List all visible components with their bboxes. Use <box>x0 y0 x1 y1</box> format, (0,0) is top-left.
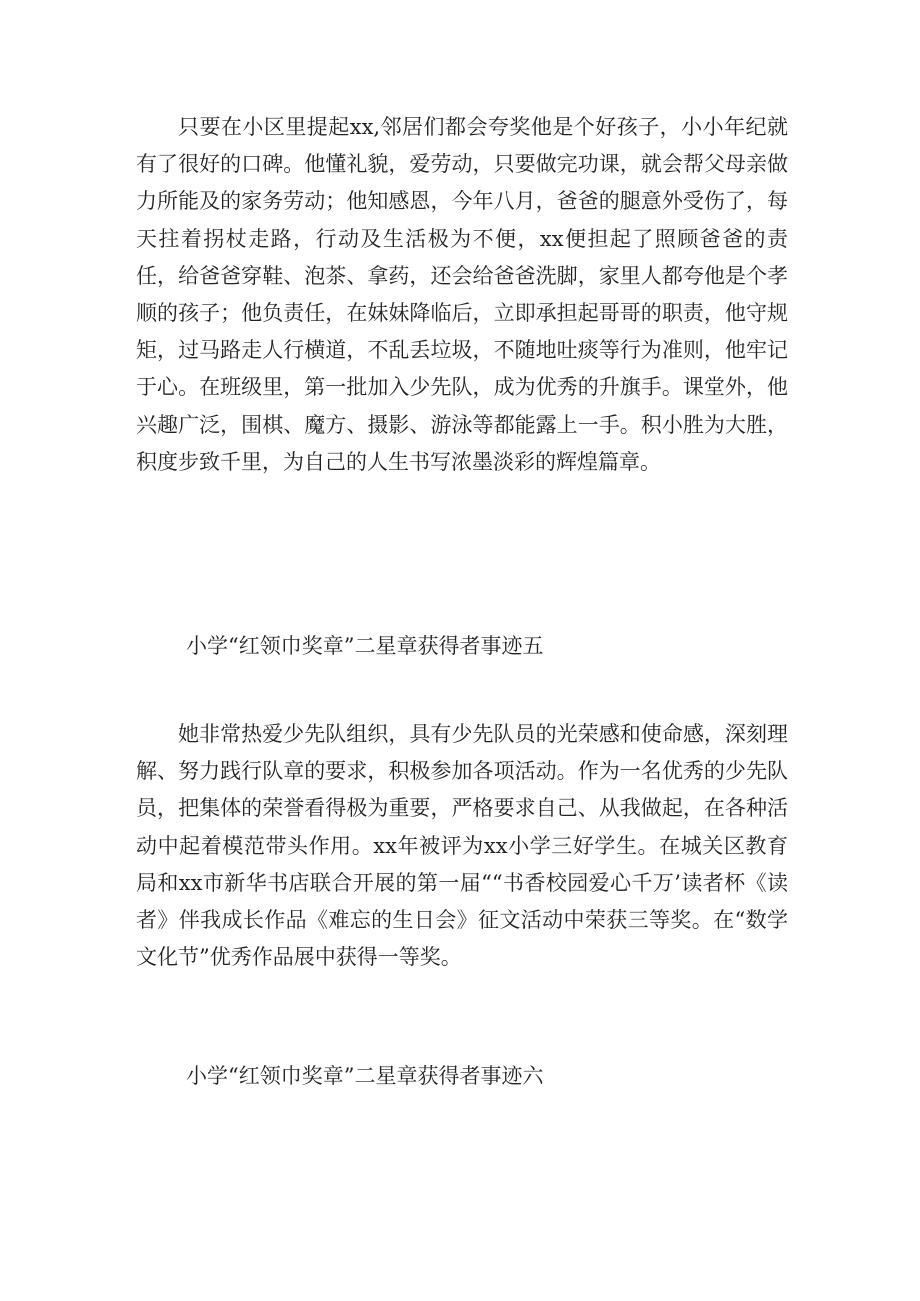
paragraph-story-five: 她非常热爱少先队组织，具有少先队员的光荣感和使命感，深刻理解、努力践行队章的要求，积极参加各项活动。作为一名优秀的少先队员，把集体的荣誉看得极为重要，严格要求自己、从我做起，在各种活动中起着模范带头作用。xx年被评为xx小学三好学生。在城关区教育局和xx市新华书店联合开展的第一届““书香校园爱心千万’读者杯《读者》伴我成长作品《难忘的生日会》征文活动中荣获三等奖。在“数学文化节”优秀作品展中获得一等奖。 <box>136 722 788 970</box>
paragraph-story-four: 只要在小区里提起xx,邻居们都会夸奖他是个好孩子，小小年纪就有了很好的口碑。他懂礼貌，爱劳动，只要做完功课，就会帮父母亲做力所能及的家务劳动；他知感恩，今年八月，爸爸的腿意外受伤了，每天拄着拐杖走路，行动及生活极为不便，xx便担起了照顾爸爸的责任，给爸爸穿鞋、泡茶、拿药，还会给爸爸洗脚，家里人都夸他是个孝顺的孩子；他负责任，在妹妹降临后，立即承担起哥哥的职责，他守规矩，过马路走人行横道，不乱丢垃圾，不随地吐痰等行为准则，他牢记于心。在班级里，第一批加入少先队，成为优秀的升旗手。课堂外，他兴趣广泛，围棋、魔方、摄影、游泳等都能露上一手。积小胜为大胜，积度步致千里，为自己的人生书写浓墨淡彩的辉煌篇章。 <box>136 115 788 474</box>
section-heading-five: 小学“红领巾奖章”二星章获得者事迹五 <box>186 634 544 658</box>
section-heading-six: 小学“红领巾奖章”二星章获得者事迹六 <box>186 1064 544 1088</box>
